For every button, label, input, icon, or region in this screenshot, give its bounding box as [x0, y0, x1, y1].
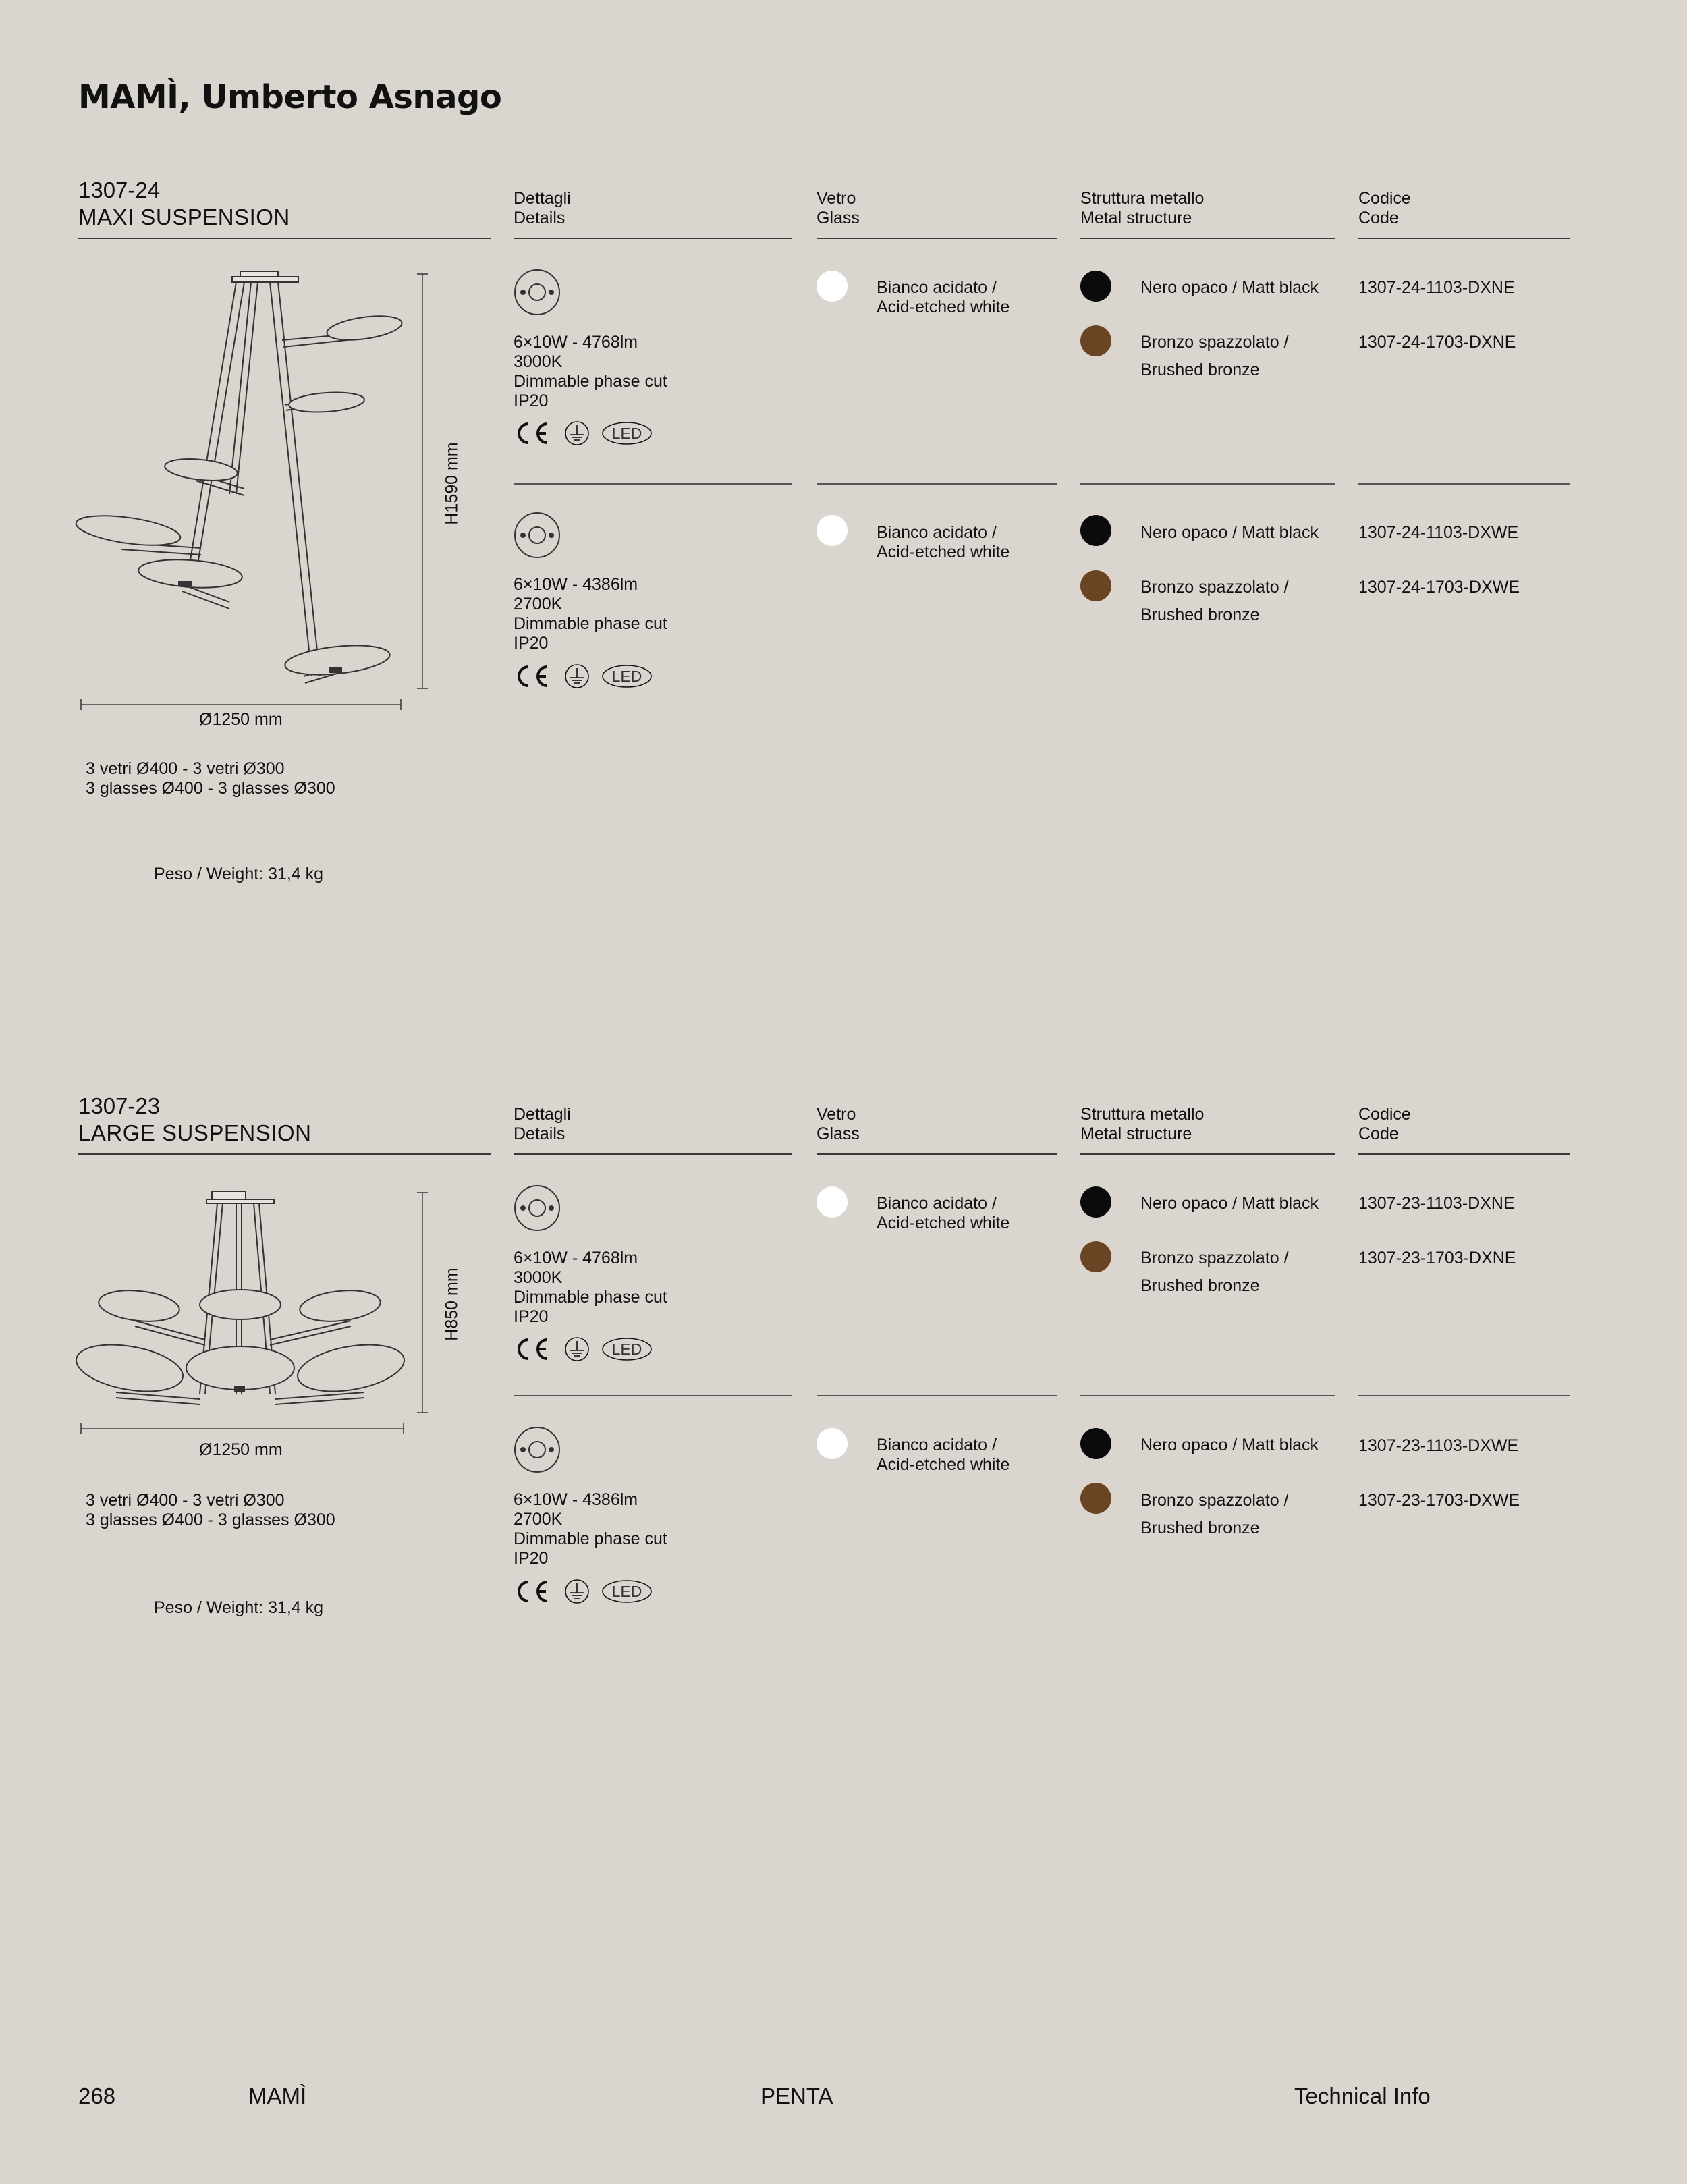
ground-icon [565, 1338, 588, 1361]
dimming: Dimmable phase cut [514, 372, 667, 391]
finish-bronze-2: Brushed bronze [1140, 605, 1260, 624]
dimming: Dimmable phase cut [514, 614, 667, 633]
glass-label-1: Bianco acidato / [877, 1194, 997, 1213]
ground-icon [565, 1580, 588, 1603]
svg-text:LED: LED [611, 667, 642, 685]
power-spec: 6×10W - 4386lm [514, 1490, 638, 1509]
header-divider [514, 1153, 792, 1155]
page-title: MAMÌ, Umberto Asnago [78, 78, 502, 116]
product-code-black: 1307-24-1103-DXNE [1358, 278, 1515, 297]
product-code-bronze: 1307-23-1703-DXNE [1358, 1249, 1516, 1267]
header-divider [78, 238, 491, 239]
color-temp: 3000K [514, 1268, 563, 1287]
glasses-it: 3 vetri Ø400 - 3 vetri Ø300 [86, 1491, 285, 1510]
ground-icon [565, 665, 588, 688]
led-icon [603, 422, 651, 444]
variant-divider [1358, 1395, 1570, 1396]
color-temp: 2700K [514, 1510, 563, 1529]
weight: Peso / Weight: 31,4 kg [154, 865, 324, 883]
footer-brand: PENTA [760, 2083, 833, 2108]
metal-swatch-black [1080, 271, 1111, 302]
variant-divider [1358, 483, 1570, 485]
finish-black: Nero opaco / Matt black [1140, 1194, 1319, 1213]
finish-black: Nero opaco / Matt black [1140, 523, 1319, 542]
ip-rating: IP20 [514, 1307, 549, 1326]
product-code: 1307-24 [78, 178, 161, 202]
header-divider [817, 238, 1057, 239]
led-icon [603, 1581, 651, 1602]
certification-icons [514, 1578, 655, 1605]
glass-swatch-white [817, 1428, 848, 1459]
product-code-bronze: 1307-24-1703-DXWE [1358, 578, 1520, 597]
variant-divider [1080, 483, 1335, 485]
product-code: 1307-23 [78, 1093, 161, 1118]
header-divider [514, 238, 792, 239]
ce-mark-icon [519, 424, 547, 443]
glass-label-1: Bianco acidato / [877, 278, 997, 297]
product-code-bronze: 1307-23-1703-DXWE [1358, 1491, 1520, 1510]
ip-rating: IP20 [514, 634, 549, 653]
power-spec: 6×10W - 4768lm [514, 333, 638, 352]
col-header-glass: Vetro Glass [817, 189, 860, 227]
header-divider [817, 1153, 1057, 1155]
led-icon [603, 1338, 651, 1360]
finish-bronze-1: Bronzo spazzolato / [1140, 578, 1289, 597]
col-header-metal: Struttura metallo Metal structure [1080, 189, 1205, 227]
variant-divider [817, 483, 1057, 485]
glass-label-2: Acid-etched white [877, 1455, 1010, 1474]
metal-swatch-bronze [1080, 325, 1111, 356]
finish-bronze-1: Bronzo spazzolato / [1140, 1249, 1289, 1267]
pendant-type-icon [514, 269, 561, 316]
product-code-bronze: 1307-24-1703-DXNE [1358, 333, 1516, 352]
pendant-type-icon [514, 1426, 561, 1473]
finish-bronze-1: Bronzo spazzolato / [1140, 333, 1289, 352]
page-number: 268 [78, 2083, 116, 2108]
glass-label-2: Acid-etched white [877, 1213, 1010, 1232]
header-divider [1080, 238, 1335, 239]
weight: Peso / Weight: 31,4 kg [154, 1598, 324, 1617]
finish-black: Nero opaco / Matt black [1140, 1436, 1319, 1454]
product-name: MAXI SUSPENSION [78, 204, 290, 229]
ce-mark-icon [519, 667, 547, 686]
glass-label-2: Acid-etched white [877, 298, 1010, 317]
ce-mark-icon [519, 1340, 547, 1359]
glass-label-1: Bianco acidato / [877, 1436, 997, 1454]
glass-swatch-white [817, 515, 848, 546]
glasses-en: 3 glasses Ø400 - 3 glasses Ø300 [86, 779, 335, 798]
metal-swatch-bronze [1080, 1241, 1111, 1272]
certification-icons [514, 663, 655, 690]
product-code-black: 1307-24-1103-DXWE [1358, 523, 1519, 542]
metal-swatch-black [1080, 1428, 1111, 1459]
col-header-details: Dettagli Details [514, 1105, 571, 1143]
col-header-code: Codice Code [1358, 189, 1411, 227]
svg-text:LED: LED [611, 1340, 642, 1358]
certification-icons [514, 1336, 655, 1363]
pendant-type-icon [514, 1184, 561, 1232]
glass-label-1: Bianco acidato / [877, 523, 997, 542]
ip-rating: IP20 [514, 1549, 549, 1568]
product-drawing-maxi [67, 271, 486, 730]
glass-label-2: Acid-etched white [877, 543, 1010, 562]
variant-divider [514, 483, 792, 485]
variant-divider [1080, 1395, 1335, 1396]
header-divider [1358, 1153, 1570, 1155]
header-divider [78, 1153, 491, 1155]
height-dimension: H1590 mm [442, 442, 462, 525]
glass-swatch-white [817, 1186, 848, 1218]
finish-bronze-2: Brushed bronze [1140, 1519, 1260, 1537]
dimming: Dimmable phase cut [514, 1529, 667, 1548]
col-header-glass: Vetro Glass [817, 1105, 860, 1143]
diameter-dimension: Ø1250 mm [199, 1440, 283, 1459]
header-divider [1080, 1153, 1335, 1155]
certification-icons [514, 420, 655, 447]
glass-swatch-white [817, 271, 848, 302]
metal-swatch-black [1080, 515, 1111, 546]
finish-bronze-2: Brushed bronze [1140, 1276, 1260, 1295]
finish-bronze-2: Brushed bronze [1140, 360, 1260, 379]
metal-swatch-black [1080, 1186, 1111, 1218]
finish-bronze-1: Bronzo spazzolato / [1140, 1491, 1289, 1510]
product-code-black: 1307-23-1103-DXNE [1358, 1194, 1515, 1213]
ip-rating: IP20 [514, 391, 549, 410]
ground-icon [565, 422, 588, 445]
diameter-dimension: Ø1250 mm [199, 710, 283, 729]
product-code-black: 1307-23-1103-DXWE [1358, 1436, 1519, 1455]
col-header-code: Codice Code [1358, 1105, 1411, 1143]
metal-swatch-bronze [1080, 570, 1111, 601]
glasses-it: 3 vetri Ø400 - 3 vetri Ø300 [86, 759, 285, 778]
product-name: LARGE SUSPENSION [78, 1120, 312, 1145]
power-spec: 6×10W - 4386lm [514, 575, 638, 594]
col-header-details: Dettagli Details [514, 189, 571, 227]
metal-swatch-bronze [1080, 1483, 1111, 1514]
variant-divider [817, 1395, 1057, 1396]
svg-text:LED: LED [611, 1583, 642, 1600]
pendant-type-icon [514, 512, 561, 559]
footer-section: Technical Info [1294, 2083, 1431, 2108]
header-divider [1358, 238, 1570, 239]
variant-divider [514, 1395, 792, 1396]
svg-text:LED: LED [611, 425, 642, 442]
dimming: Dimmable phase cut [514, 1288, 667, 1307]
color-temp: 2700K [514, 595, 563, 613]
led-icon [603, 665, 651, 687]
footer-collection: MAMÌ [248, 2083, 307, 2108]
height-dimension: H850 mm [442, 1267, 462, 1341]
finish-black: Nero opaco / Matt black [1140, 278, 1319, 297]
col-header-metal: Struttura metallo Metal structure [1080, 1105, 1205, 1143]
color-temp: 3000K [514, 352, 563, 371]
power-spec: 6×10W - 4768lm [514, 1249, 638, 1267]
ce-mark-icon [519, 1582, 547, 1601]
glasses-en: 3 glasses Ø400 - 3 glasses Ø300 [86, 1510, 335, 1529]
product-drawing-large [67, 1191, 486, 1461]
